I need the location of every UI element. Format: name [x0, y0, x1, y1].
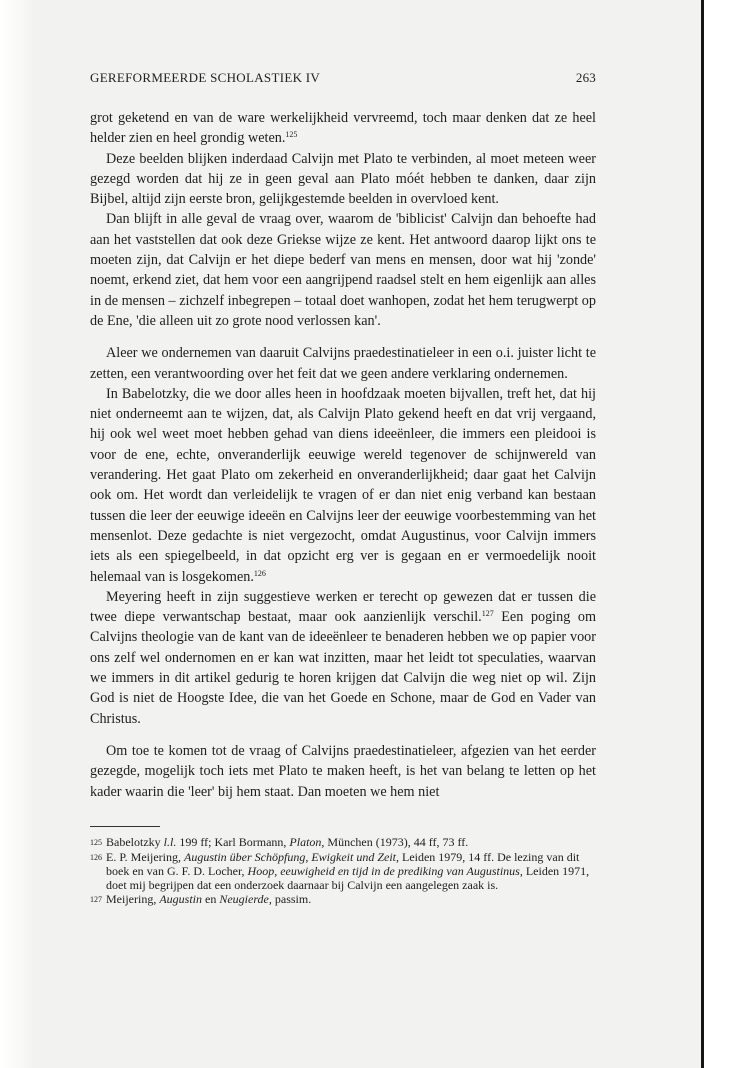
- text-run: Om toe te komen tot de vraag of Calvijns praedestinatieleer, afgezien van het eerder gezegde, mogelijk toch iets met Plato te maken heeft, is het van belang te letten op het kader waarin die 'leer' bij hem staat. Dan moeten we hem niet: [90, 742, 596, 800]
- text-run: grot geketend en van de ware werkelijkheid vervreemd, toch maar denken dat ze heel helder zien en heel grondig weten.: [90, 110, 596, 147]
- text-run: Deze beelden blijken inderdaad Calvijn met Plato te verbinden, al moet meteen weer gezegd worden dat hij ze in geen geval aan Plato móét hebben te danken, daar zijn Bijbel, altijd zijn eerste bron, gelijkgestemde beelden in overvloed kent.: [90, 150, 596, 208]
- paragraph: [90, 384, 596, 587]
- footnote: [90, 892, 596, 907]
- italic-title: Platon,: [289, 834, 325, 849]
- footnotes: [90, 835, 596, 907]
- footnote: [90, 850, 596, 892]
- footnote-text: [106, 835, 596, 850]
- italic-title: Augustin über Schöpfung, Ewigkeit und Zeit,: [184, 849, 399, 864]
- text-run: Aleer we ondernemen van daaruit Calvijns praedestinatieleer in een o.i. juister licht te zetten, een verantwoording over het feit dat we geen andere verklaring ondernemen.: [90, 345, 596, 382]
- text-run: München (1973), 44 ff, 73 ff.: [324, 834, 469, 849]
- scan-margin-right: [704, 0, 738, 1068]
- footnote-ref: 127: [481, 609, 494, 619]
- text-run: Leiden 1971, doet mij begrijpen dat een onderzoek daarnaar bij Calvijn een aangelegen zaak is.: [106, 863, 590, 892]
- text-run: passim.: [271, 891, 312, 906]
- footnote-ref: 126: [253, 568, 266, 578]
- text-run: Meyering heeft in zijn suggestieve werken er terecht op gewezen dat er tussen die twee diepe verwantschap bestaat, maar ook aanzienlijk verschil.: [90, 588, 596, 626]
- paragraph: [90, 149, 596, 210]
- paragraph: [90, 343, 596, 384]
- footnote-number: 126: [90, 852, 102, 862]
- paragraph: [90, 108, 596, 149]
- footnote-ref: 125: [285, 130, 298, 140]
- body-text: [90, 108, 596, 802]
- running-head-title: GEREFORMEERDE SCHOLASTIEK IV: [90, 70, 321, 85]
- footnote: [90, 835, 596, 850]
- page-number: 263: [575, 70, 596, 85]
- paragraph: [90, 587, 596, 729]
- italic-title: Hoop, eeuwigheid en tijd in de prediking van Augustinus,: [247, 863, 523, 878]
- text-run: Een poging om Calvijns theologie van de kant van de ideeënleer te benaderen hebben we op papier voor ons zelf wel ondernomen en er kan wat inzitten, maar het leidt tot speculaties, waarvan we immers in dit artikel gedurig te horen krijgen dat Calvijn die weg niet op wil. Zijn God is niet de Hoogste Idee, die van het Goede en Schone, maar de God en Vader van Christus.: [90, 609, 596, 727]
- text-run: Babelotzky: [106, 834, 164, 849]
- text-run: Leiden 1979, 14 ff. De lezing van dit boek en van G. F. D. Locher,: [106, 849, 580, 878]
- text-run: E. P. Meijering,: [106, 849, 184, 864]
- footnote-number: 127: [90, 894, 102, 904]
- book-page: [90, 70, 596, 970]
- text-run: Dan blijft in alle geval de vraag over, waarom de 'biblicist' Calvijn dan behoefte had aan het vaststellen dat ook deze Griekse wijze ze kent. Het antwoord daarop lijkt ons te moeten zijn, dat Calvijn er het diepe bederf van mens en mensen, door wat hij 'zonde' noemt, erkend ziet, dat hem voor een aangrijpend raadsel stelt en hem eigenlijk aan alles in de mensen – zichzelf inbegrepen – totaal doet wanhopen, zodat het hem terugwerpt op de Ene, 'die alleen uit zo grote nood verlossen kan'.: [90, 211, 596, 329]
- text-run: en: [202, 891, 220, 906]
- paragraph: [90, 209, 596, 331]
- italic-title: Neugierde,: [219, 891, 272, 906]
- italic-title: l.l.: [163, 834, 177, 849]
- italic-title: Augustin: [159, 891, 202, 906]
- text-run: 199 ff; Karl Bormann,: [176, 834, 290, 849]
- footnote-text: [106, 850, 596, 892]
- footnote-number: 125: [90, 837, 102, 847]
- scan-margin-left: [0, 0, 34, 1068]
- paragraph: [90, 741, 596, 802]
- text-run: Meijering,: [106, 891, 160, 906]
- footnote-text: [106, 892, 596, 907]
- running-head: [90, 70, 596, 86]
- text-run: In Babelotzky, die we door alles heen in hoofdzaak moeten bijvallen, treft het, dat hij niet onderneemt aan te wijzen, dat, als Calvijn Plato gekend heeft en dat vrij vergaand, hij ook wel weet moet hebben gehad van diens ideeënleer, die immers een pleidooi is voor de ene, echte, onveranderlijk eeuwige wereld tegenover de schijnwereld van verandering. Het gaat Plato om zekerheid en onveranderlijkheid; daar gaat het Calvijn ook om. Het wordt dan verleidelijk te vragen of er dan niet enig verband kan bestaan tussen die leer der eeuwige ideeën en Calvijns leer der eeuwige voorbestemming van het mensenlot. Deze gedachte is niet vergezocht, omdat Augustinus, voor Calvijn immers iets als een spiegelbeeld, in dat opzicht erg ver is gegaan en er vermoedelijk nooit helemaal van is losgekomen.: [90, 385, 596, 585]
- footnote-divider: [90, 826, 160, 827]
